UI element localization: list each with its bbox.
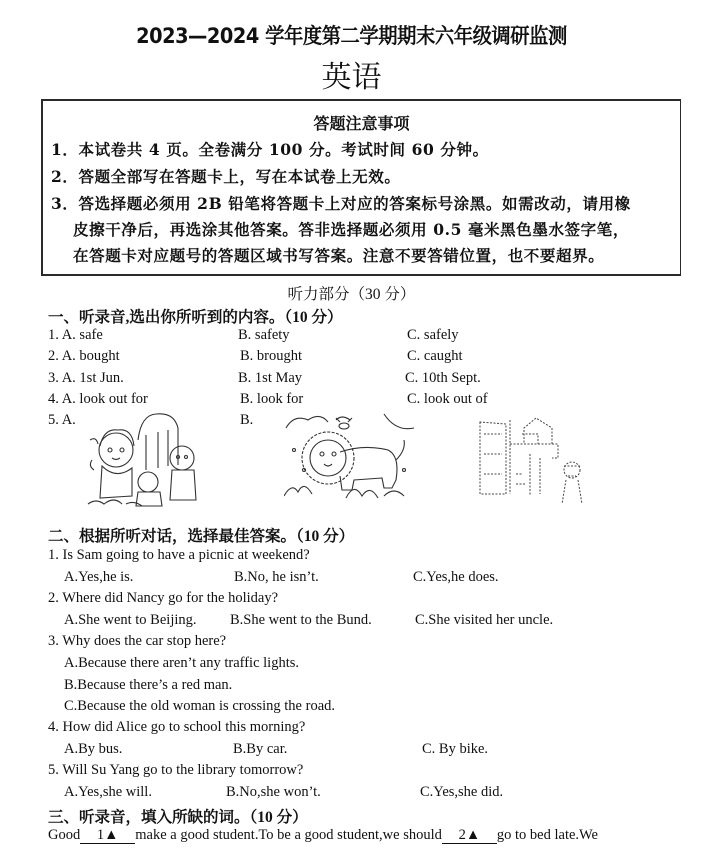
s1-q1-option-b: B. safety (238, 327, 290, 343)
s1-q2-option-c: C. caught (407, 348, 463, 364)
s3-blank-1[interactable]: 1▲ (80, 828, 135, 844)
s1-q3-option-b: B. 1st May (238, 370, 303, 386)
castle-picture-icon (476, 414, 586, 504)
notice-line-3-cont2: 在答题卡对应题号的答题区域书写答案。注意不要答错位置，也不要超界。 (73, 246, 605, 265)
s2-q3-option-b: B.Because there’s a red man. (64, 677, 233, 693)
notice-line-1: 1．本试卷共 4 页。全卷满分 100 分。考试时间 60 分钟。 (51, 140, 489, 159)
s2-q5-option-a: A.Yes,she will. (64, 784, 152, 800)
notice-line-3-cont: 皮擦干净后，再选涂其他答案。答非选择题必须用 0.5 毫米黑色墨水签字笔， (73, 220, 629, 239)
notice-line-3: 3．答选择题必须用 2B 铅笔将答题卡上对应的答案标号涂黑。如需改动，请用橡 (51, 194, 631, 213)
s2-q5-option-b: B.No,she won’t. (226, 784, 321, 800)
s2-q2-option-a: A.She went to Beijing. (64, 612, 197, 628)
s2-q3-option-c: C.Because the old woman is crossing the road. (64, 698, 336, 714)
s2-q1-option-b: B.No, he isn’t. (234, 569, 319, 585)
s2-q4-option-a: A.By bus. (64, 741, 123, 757)
s2-q3-question: 3. Why does the car stop here? (48, 633, 227, 649)
s1-q4-option-a: 4. A. look out for (48, 391, 148, 407)
s1-q3-option-a: 3. A. 1st Jun. (48, 370, 124, 386)
notice-heading: 答题注意事项 (313, 114, 410, 133)
section3-heading: 三、听录音，填入所缺的词。（10 分） (48, 809, 308, 826)
s2-q2-option-c: C.She visited her uncle. (415, 612, 554, 628)
lion-picture-icon (284, 410, 416, 500)
s2-q5-option-c: C.Yes,she did. (420, 784, 504, 800)
s1-q3-option-c: C. 10th Sept. (405, 370, 481, 386)
s2-q1-option-a: A.Yes,he is. (64, 569, 134, 585)
s1-q5-option-b: B. (240, 412, 254, 428)
s3-text-2: make a good student.To be a good student,we should (135, 827, 442, 843)
notice-line-2: 2．答题全部写在答题卡上，写在本试卷上无效。 (51, 167, 401, 186)
s1-q4-option-c: C. look out of (407, 391, 488, 407)
s3-text-1: Good (48, 827, 81, 843)
s1-q2-option-b: B. brought (240, 348, 303, 364)
exam-subject: 英语 (321, 60, 382, 95)
s3-text-3: go to bed late.We (496, 827, 598, 843)
s1-q5-option-a: 5. A. (48, 412, 76, 428)
s2-q2-question: 2. Where did Nancy go for the holiday? (48, 590, 279, 606)
s2-q4-question: 4. How did Alice go to school this morning? (48, 719, 306, 735)
s2-q3-option-a: A.Because there aren’t any traffic lights. (64, 655, 299, 671)
s2-q5-question: 5. Will Su Yang go to the library tomorrow? (48, 762, 304, 778)
s3-blank-2[interactable]: 2▲ (442, 828, 497, 844)
s1-q4-option-b: B. look for (240, 391, 304, 407)
s3-passage-line (48, 827, 598, 844)
children-picture-icon (86, 410, 206, 508)
s2-q4-option-c: C. By bike. (422, 741, 489, 757)
s2-q4-option-b: B.By car. (233, 741, 288, 757)
s2-q1-option-c: C.Yes,he does. (413, 569, 499, 585)
section1-heading: 一、听录音,选出你所听到的内容。（10 分） (48, 309, 343, 326)
notice-box (41, 99, 681, 276)
s1-q2-option-a: 2. A. bought (48, 348, 120, 364)
s2-q2-option-b: B.She went to the Bund. (230, 612, 372, 628)
s2-q1-question: 1. Is Sam going to have a picnic at weekend? (48, 547, 310, 563)
s1-q1-option-a: 1. A. safe (48, 327, 103, 343)
section2-heading: 二、根据所听对话，选择最佳答案。（10 分） (48, 528, 355, 545)
listening-part-title: 听力部分（30 分） (287, 286, 416, 303)
exam-title: 2023—2024 学年度第二学期期末六年级调研监测 (136, 24, 567, 48)
s1-q1-option-c: C. safely (407, 327, 459, 343)
